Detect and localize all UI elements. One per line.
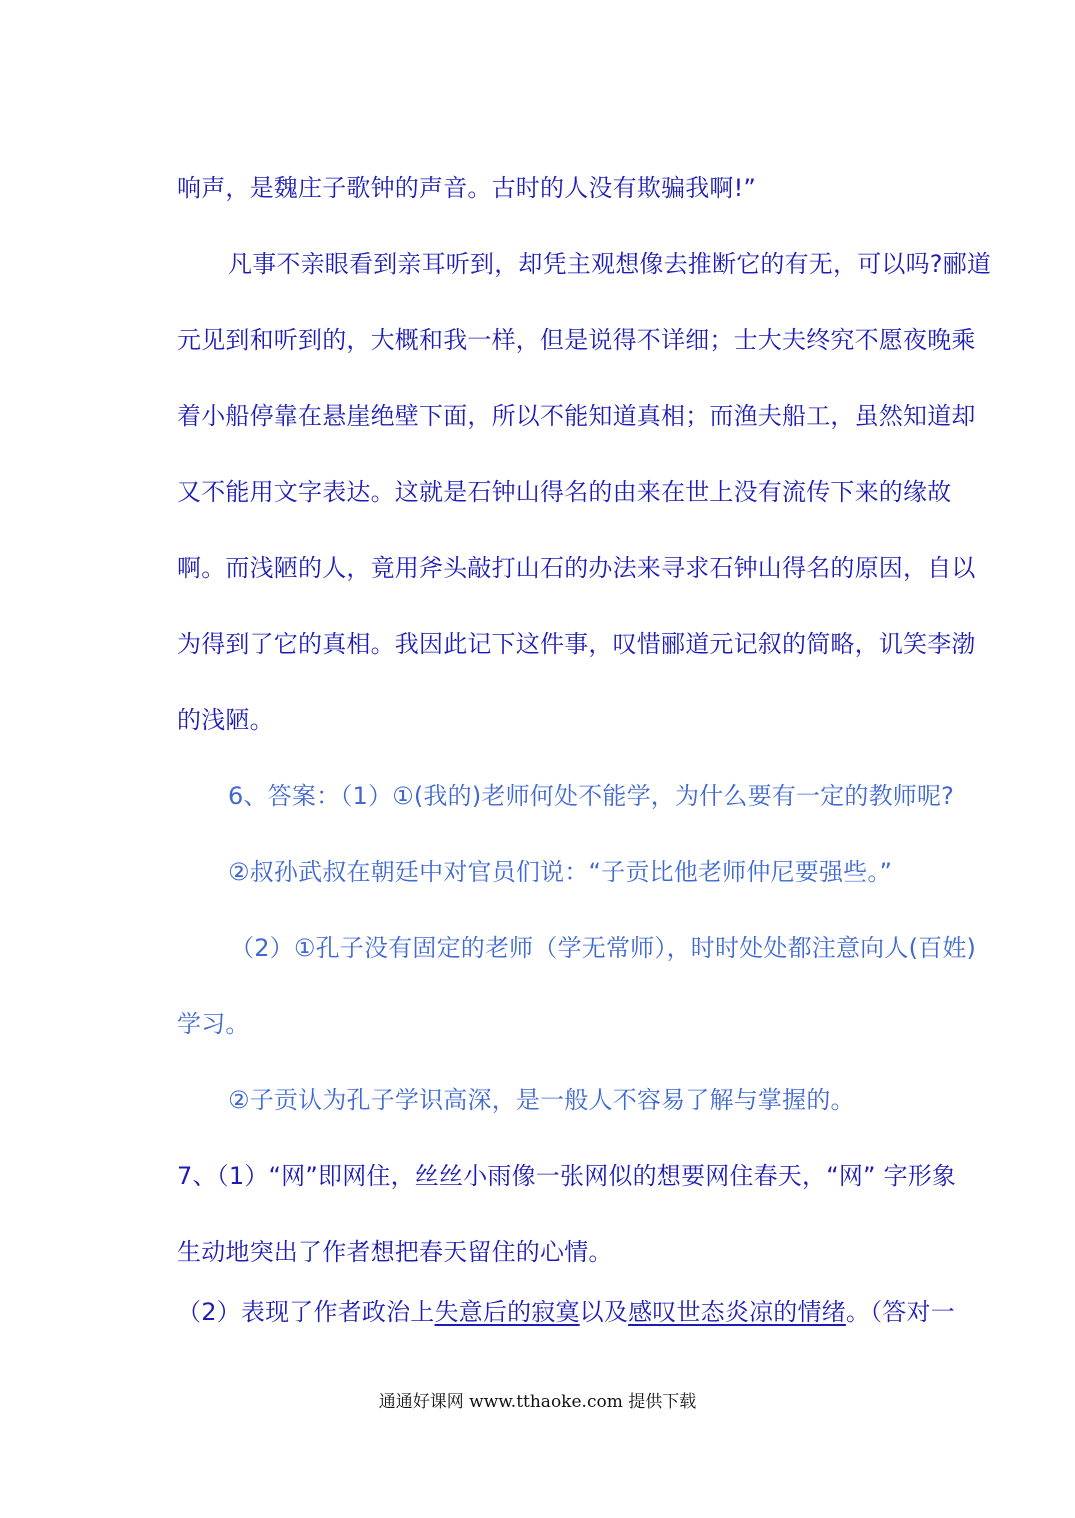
text-line: 着小船停靠在悬崖绝壁下面，所以不能知道真相；而渔夫船工，虽然知道却 (177, 402, 976, 430)
answer-6-line: ②子贡认为孔子学识高深，是一般人不容易了解与掌握的。 (228, 1086, 855, 1114)
text-line: 的浅陋。 (177, 706, 274, 734)
answer-6-line: （2）①孔子没有固定的老师（学无常师），时时处处都注意向人(百姓) (230, 934, 977, 962)
text-line: 元见到和听到的，大概和我一样，但是说得不详细；士大夫终究不愿夜晚乘 (177, 326, 976, 354)
text-line: 响声，是魏庄子歌钟的声音。古时的人没有欺骗我啊!” (177, 174, 757, 202)
answer-6-line: 学习。 (177, 1010, 250, 1038)
answer-6-line: ②叔孙武叔在朝廷中对官员们说：“子贡比他老师仲尼要强些。” (228, 858, 893, 886)
answer-7-line (177, 1296, 1007, 1328)
text-line: 凡事不亲眼看到亲耳听到，却凭主观想像去推断它的有无，可以吗?郦道 (228, 250, 992, 278)
answer-7-line: 生动地突出了作者想把春天留住的心情。 (177, 1238, 613, 1266)
answer-6-line: 6、答案：（1）①(我的)老师何处不能学，为什么要有一定的教师呢? (228, 782, 955, 810)
text-line: 啊。而浅陋的人，竟用斧头敲打山石的办法来寻求石钟山得名的原因，自以 (177, 554, 976, 582)
text-span: 以及 (579, 1298, 629, 1326)
text-span: （2）表现了作者政治上 (177, 1298, 435, 1326)
text-line: 为得到了它的真相。我因此记下这件事，叹惜郦道元记叙的简略，讥笑李渤 (177, 630, 976, 658)
underlined-phrase: 感叹世态炎凉的情绪 (628, 1298, 846, 1326)
text-line: 又不能用文字表达。这就是石钟山得名的由来在世上没有流传下来的缘故 (177, 478, 952, 506)
text-span: 。（答对一 (845, 1298, 955, 1326)
underlined-phrase: 失意后的寂寞 (434, 1298, 580, 1326)
answer-7-line: 7、（1）“网”即网住，丝丝小雨像一张网似的想要网住春天，“网” 字形象 (177, 1162, 957, 1190)
page-footer: 通通好课网 www.tthaoke.com 提供下载 (378, 1392, 697, 1412)
